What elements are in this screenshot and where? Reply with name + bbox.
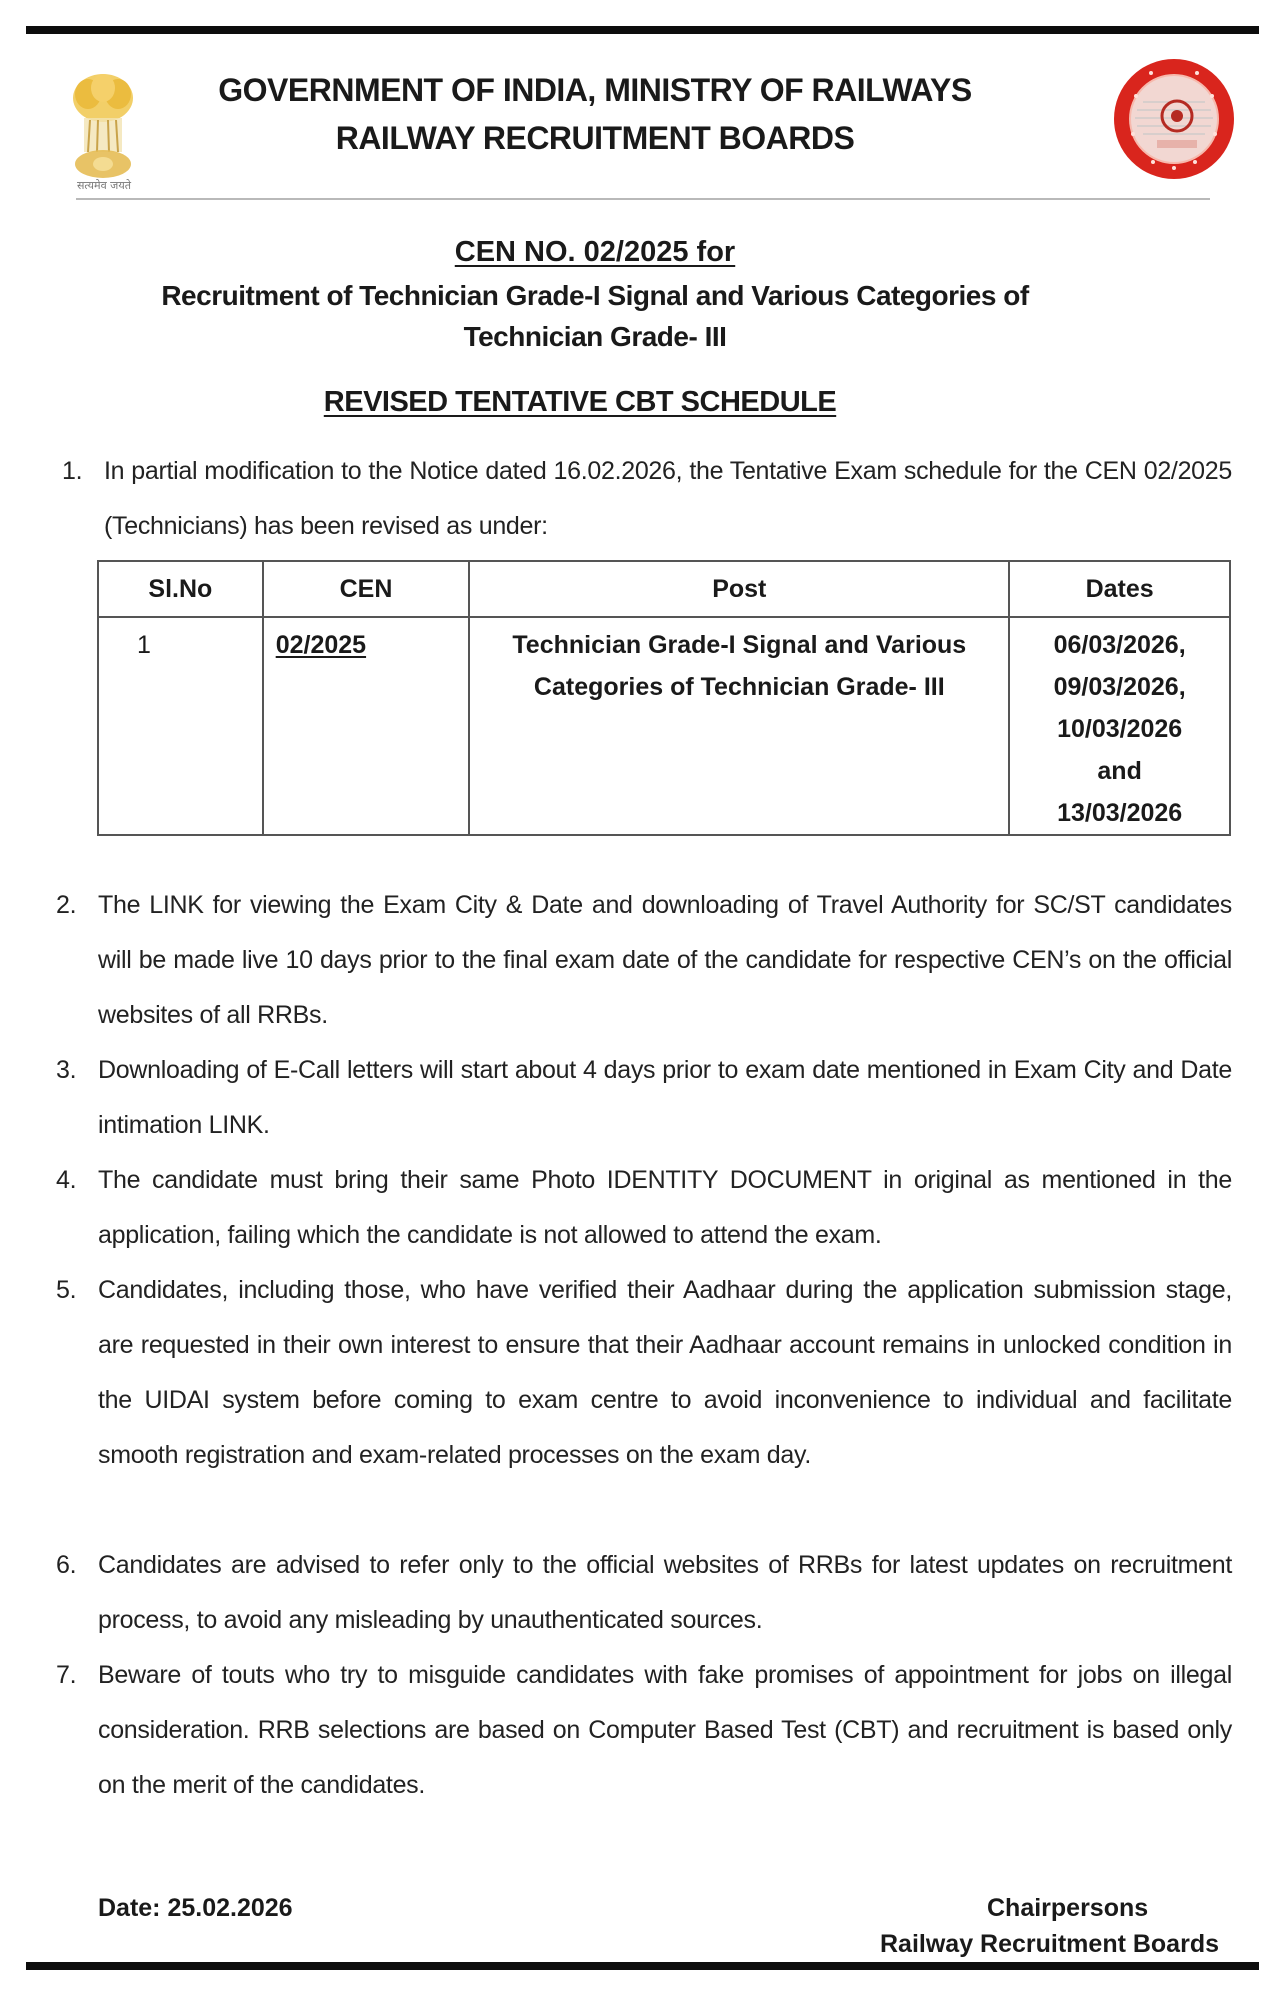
column-header-cen: CEN bbox=[263, 561, 470, 617]
signatory-organization: Railway Recruitment Boards bbox=[880, 1930, 1219, 1958]
top-border-bar bbox=[26, 26, 1259, 34]
date-line: 09/03/2026, bbox=[1053, 673, 1186, 701]
cell-cen-link[interactable]: 02/2025 bbox=[263, 617, 470, 835]
cell-slno: 1 bbox=[98, 617, 263, 835]
paragraph-text: Downloading of E-Call letters will start about 4 days prior to exam date mentioned in Exam City and Date intimation LINK. bbox=[98, 1056, 1232, 1139]
date-line: 13/03/2026 bbox=[1057, 799, 1183, 827]
paragraph-2 bbox=[56, 878, 1232, 1043]
paragraph-1 bbox=[62, 444, 1232, 554]
paragraph-text: In partial modification to the Notice dated 16.02.2026, the Tentative Exam schedule for the CEN 02/2025 (Technicians) has been revised as under: bbox=[104, 457, 1232, 540]
bottom-border-bar bbox=[26, 1962, 1259, 1970]
paragraph-number: 7. bbox=[56, 1661, 77, 1689]
paragraph-text: The LINK for viewing the Exam City & Date and downloading of Travel Authority for SC/ST candidates will be made live 10 days prior to the final exam date of the candidate for respective CEN’s on the official websites of all RRBs. bbox=[98, 891, 1232, 1029]
paragraph-text: The candidate must bring their same Photo IDENTITY DOCUMENT in original as mentioned in the application, failing which the candidate is not allowed to attend the exam. bbox=[98, 1166, 1232, 1249]
paragraph-3 bbox=[56, 1043, 1232, 1153]
paragraph-text: Candidates are advised to refer only to the official websites of RRBs for latest updates on recruitment process, to avoid any misleading by unauthenticated sources. bbox=[98, 1551, 1232, 1634]
date-line: and bbox=[1097, 757, 1142, 785]
notice-subtitle-line2: Technician Grade- III bbox=[463, 321, 727, 352]
cen-number-title: CEN NO. 02/2025 for bbox=[454, 236, 736, 268]
date-line: 06/03/2026, bbox=[1053, 631, 1186, 659]
paragraph-number: 3. bbox=[56, 1056, 77, 1084]
paragraph-7 bbox=[56, 1648, 1232, 1813]
schedule-title: REVISED TENTATIVE CBT SCHEDULE bbox=[323, 386, 837, 418]
paragraph-5 bbox=[56, 1263, 1232, 1483]
header-title-ministry: GOVERNMENT OF INDIA, MINISTRY OF RAILWAYS bbox=[218, 72, 972, 108]
table-row bbox=[98, 617, 1230, 835]
paragraph-number: 1. bbox=[62, 457, 83, 485]
paragraph-number: 6. bbox=[56, 1551, 77, 1579]
signatory-title: Chairpersons bbox=[987, 1894, 1149, 1922]
header-divider bbox=[76, 198, 1210, 200]
emblem-caption: सत्यमेव जयते bbox=[76, 179, 131, 192]
paragraph-text: Candidates, including those, who have verified their Aadhaar during the application submission stage, are requested in their own interest to ensure that their Aadhaar account remains in unlocked condition in the UIDAI system before coming to exam centre to avoid inconvenience to individual and facilitate smooth registration and exam-related processes on the exam day. bbox=[98, 1276, 1232, 1469]
column-header-dates: Dates bbox=[1009, 561, 1230, 617]
notice-subtitle-line1: Recruitment of Technician Grade-I Signal and Various Categories of bbox=[161, 280, 1029, 311]
paragraph-6 bbox=[56, 1538, 1232, 1648]
date-line: 10/03/2026 bbox=[1057, 715, 1183, 743]
column-header-slno: Sl.No bbox=[98, 561, 263, 617]
paragraph-number: 2. bbox=[56, 891, 77, 919]
paragraph-4 bbox=[56, 1153, 1232, 1263]
cell-post: Technician Grade-I Signal and Various Categories of Technician Grade- III bbox=[469, 617, 1009, 835]
cell-dates bbox=[1009, 617, 1230, 835]
header-title-rrb: RAILWAY RECRUITMENT BOARDS bbox=[335, 120, 855, 156]
exam-schedule-table bbox=[97, 560, 1231, 836]
table-header-row bbox=[98, 561, 1230, 617]
notice-date: Date: 25.02.2026 bbox=[98, 1894, 293, 1922]
column-header-post: Post bbox=[469, 561, 1009, 617]
paragraph-text: Beware of touts who try to misguide candidates with fake promises of appointment for jobs on illegal consideration. RRB selections are based on Computer Based Test (CBT) and recruitment is based only on the merit of the candidates. bbox=[98, 1661, 1232, 1799]
paragraph-number: 5. bbox=[56, 1276, 77, 1304]
paragraph-number: 4. bbox=[56, 1166, 77, 1194]
